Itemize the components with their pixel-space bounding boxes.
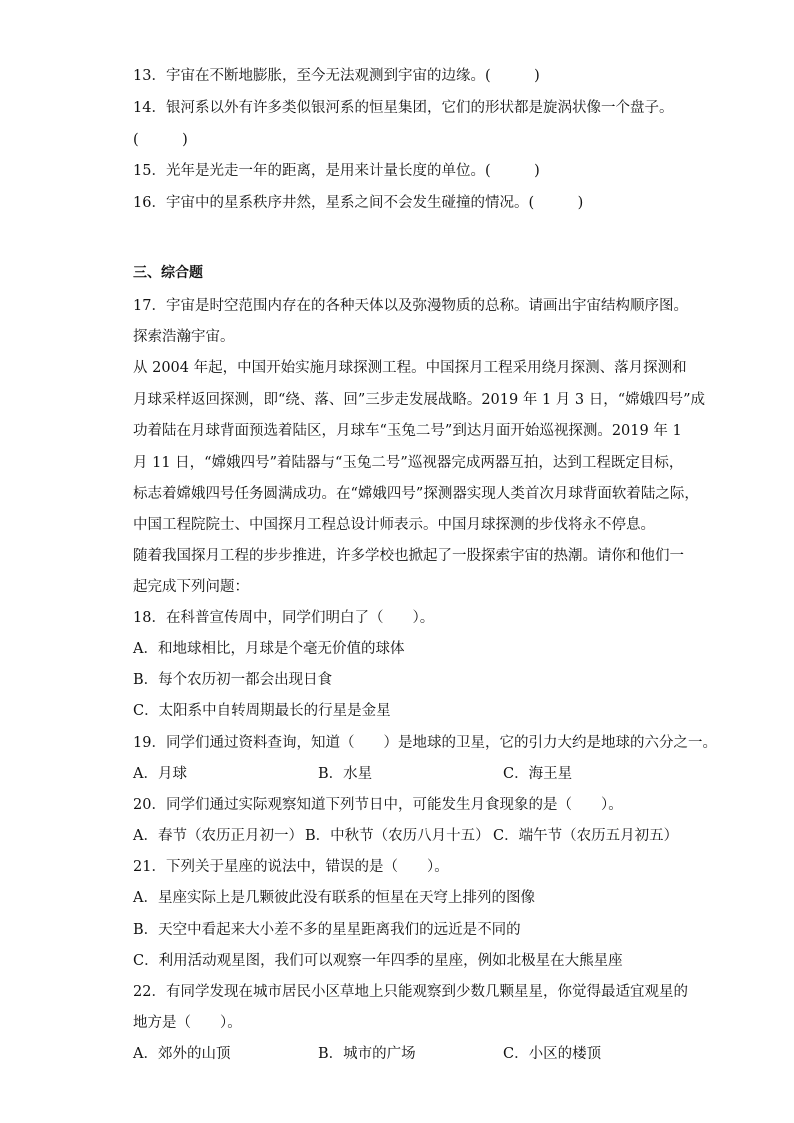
passage-line: 从 2004 年起，中国开始实施月球探测工程。中国探月工程采用绕月探测、落月探测和 [133,360,687,376]
passage-line: 中国工程院院士、中国探月工程总设计师表示。中国月球探测的步伐将永不停息。 [133,517,655,533]
question-18-option-c: C．太阳系中自转周期最长的行星是金星 [133,703,391,719]
question-20-option-b: B．中秋节（农历八月十五） [305,828,490,844]
question-22-option-a: A．郊外的山顶 [133,1046,231,1062]
question-21-stem: 21．下列关于星座的说法中，错误的是（ ）。 [133,859,449,875]
question-21-option-a: A．星座实际上是几颗彼此没有联系的恒星在天穹上排列的图像 [133,890,535,906]
passage-line: 功着陆在月球背面预选着陆区，月球车“玉兔二号”到达月面开始巡视探测。2019 年 1 [133,423,682,439]
question-18-option-b: B．每个农历初一都会出现日食 [133,672,333,688]
passage-line: 月球采样返回探测，即“绕、落、回”三步走发展战略。2019 年 1 月 3 日，“嫦娥四号”成 [133,392,706,408]
question-22-stem-line2: 地方是（ ）。 [133,1015,242,1031]
question-22-stem-line1: 22．有同学发现在城市居民小区草地上只能观察到少数几颗星星，你觉得最适宜观星的 [133,984,688,1000]
question-15: 15．光年是光走一年的距离，是用来计量长度的单位。( ) [133,163,540,179]
question-19-option-b: B．水星 [318,766,373,782]
passage-line: 月 11 日，“嫦娥四号”着陆器与“玉兔二号”巡视器完成两器互拍，达到工程既定目标， [133,455,684,471]
passage-line: 标志着嫦娥四号任务圆满成功。在“嫦娥四号”探测器实现人类首次月球背面软着陆之际， [133,486,699,502]
question-19-stem: 19．同学们通过资料查询，知道（ ）是地球的卫星，它的引力大约是地球的六分之一。 [133,735,717,751]
question-14-line2: ( ) [133,132,188,148]
question-22-option-c: C．小区的楼顶 [503,1046,602,1062]
question-20-stem: 20．同学们通过实际观察知道下列节日中，可能发生月食现象的是（ ）。 [133,797,623,813]
question-14-line1: 14．银河系以外有许多类似银河系的恒星集团，它们的形状都是旋涡状像一个盘子。 [133,100,674,116]
question-17-line1: 17．宇宙是时空范围内存在的各种天体以及弥漫物质的总称。请画出宇宙结构顺序图。 [133,298,688,314]
question-18-stem: 18．在科普宣传周中，同学们明白了（ ）。 [133,610,435,626]
question-21-option-b: B．天空中看起来大小差不多的星星距离我们的远近是不同的 [133,922,521,938]
question-20-option-c: C．端午节（农历五月初五） [493,828,679,844]
question-21-option-c: C．利用活动观星图，我们可以观察一年四季的星座，例如北极星在大熊星座 [133,953,623,969]
question-19-option-c: C．海王星 [503,766,573,782]
question-13: 13．宇宙在不断地膨胀，至今无法观测到宇宙的边缘。( ) [133,68,540,84]
question-16: 16．宇宙中的星系秩序井然，星系之间不会发生碰撞的情况。( ) [133,195,584,211]
question-18-option-a: A．和地球相比，月球是个毫无价值的球体 [133,641,405,657]
section-title: 三、综合题 [133,265,203,281]
question-22-option-b: B．城市的广场 [318,1046,416,1062]
question-20-option-a: A．春节（农历正月初一） [133,828,303,844]
passage-line: 随着我国探月工程的步步推进，许多学校也掀起了一股探索宇宙的热潮。请你和他们一 [133,548,684,564]
question-17-line2: 探索浩瀚宇宙。 [133,329,235,345]
passage-line: 起完成下列问题： [133,579,249,595]
question-19-option-a: A．月球 [133,766,187,782]
